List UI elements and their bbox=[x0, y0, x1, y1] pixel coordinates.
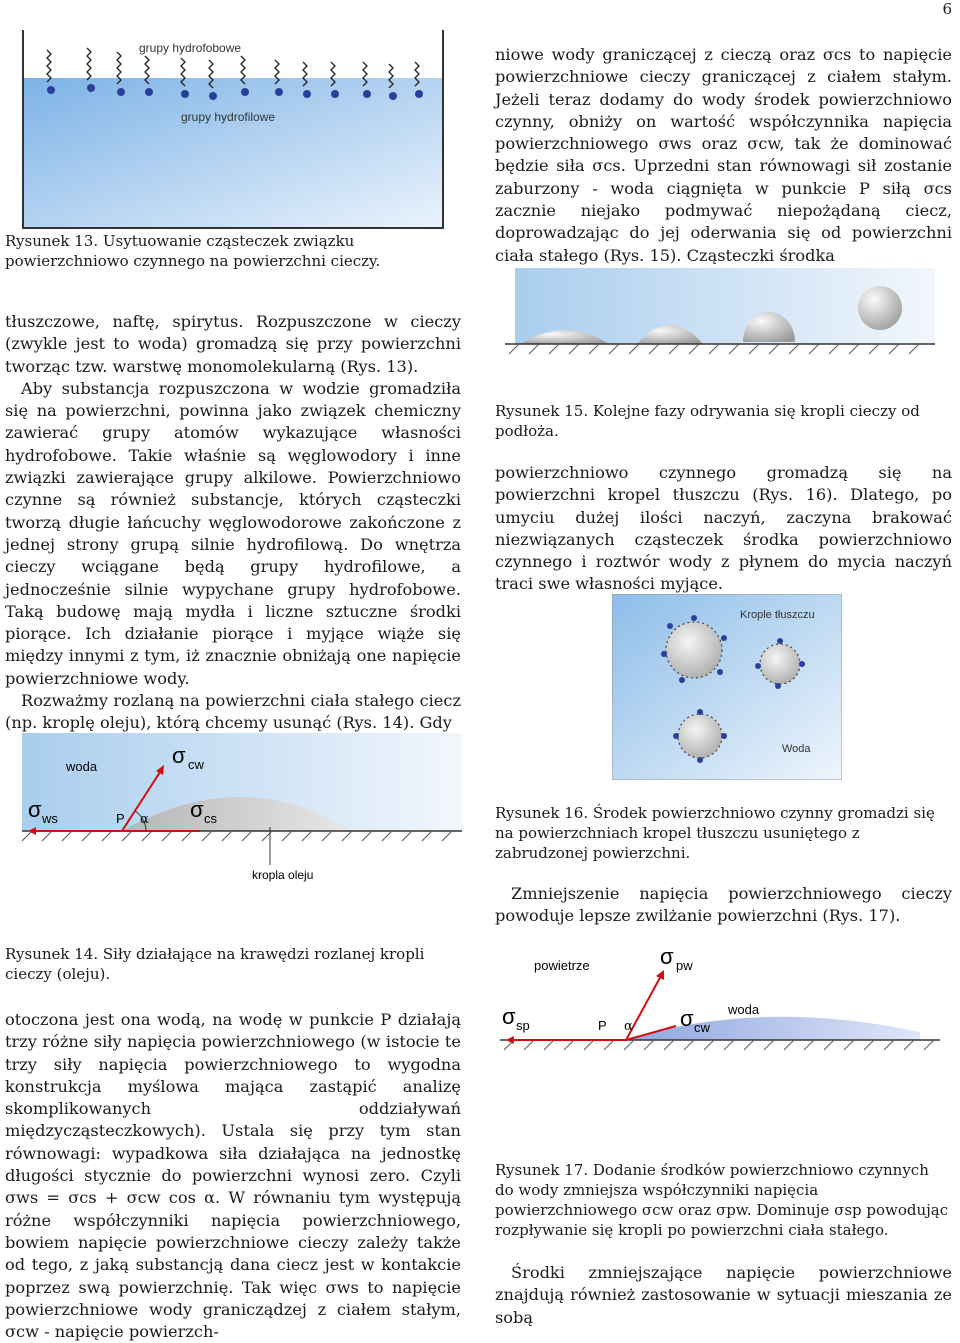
figure-13 bbox=[13, 30, 453, 230]
label-air: powietrze bbox=[534, 958, 590, 973]
figure-15-diagram bbox=[505, 268, 935, 388]
label-oil-drop: kropla oleju bbox=[252, 868, 314, 882]
grease-drop bbox=[678, 714, 722, 758]
figure-17 bbox=[500, 944, 940, 1064]
surface-hatching bbox=[22, 831, 452, 841]
sigma-sp-subscript: sp bbox=[516, 1018, 530, 1033]
left-column-top bbox=[5, 311, 461, 735]
label-alpha: α bbox=[624, 1019, 633, 1034]
figure-17-diagram bbox=[500, 944, 940, 1064]
figure-15-caption: Rysunek 15. Kolejne fazy odrywania się kropli cieczy od podłoża. bbox=[495, 402, 920, 440]
paragraph: Rozważmy rozlaną na powierzchni ciała stałego ciecz (np. kroplę oleju), którą chcemy usunąć (Rys. 14). Gdy bbox=[5, 691, 461, 733]
label-grease-drops: Krople tłuszczu bbox=[740, 609, 815, 621]
label-water: woda bbox=[728, 1002, 760, 1017]
label-point-p: P bbox=[598, 1018, 607, 1033]
sigma-cw-subscript: cw bbox=[694, 1020, 710, 1035]
figure-13-caption: Rysunek 13. Usytuowanie cząsteczek związku powierzchniowo czynnego na powierzchni cieczy. bbox=[5, 232, 381, 270]
right-column-bottom: Środki zmniejszające napięcie powierzchniowe znajdują również zastosowanie w sytuacji mieszania ze sobą bbox=[495, 1263, 952, 1327]
drop-phase-4 bbox=[858, 286, 902, 330]
figure-16-caption: Rysunek 16. Środek powierzchniowo czynny gromadzi się na powierzchniach kropel tłuszczu usuniętego z zabrudzonej powierzchni. bbox=[495, 804, 935, 862]
sigma-cw-subscript: cw bbox=[188, 757, 204, 772]
sigma-ws-symbol: σ bbox=[28, 797, 42, 822]
label-hydrophobic: grupy hydrofobowe bbox=[139, 41, 242, 55]
label-water: Woda bbox=[782, 743, 811, 755]
sigma-cw-symbol: σ bbox=[172, 743, 186, 768]
right-column-top bbox=[495, 44, 952, 267]
figure-14-diagram bbox=[22, 733, 462, 893]
right-column-middle bbox=[495, 462, 952, 596]
page-number: 6 bbox=[942, 0, 952, 18]
label-hydrophilic: grupy hydrofilowe bbox=[181, 110, 276, 124]
left-column-bottom bbox=[5, 1009, 461, 1343]
sigma-cs-symbol: σ bbox=[190, 797, 204, 822]
surface-hatching bbox=[509, 344, 919, 354]
label-water: woda bbox=[66, 759, 98, 774]
paragraph: tłuszczowe, naftę, spirytus. Rozpuszczone w cieczy (zwykle jest to woda) gromadzą się przy powierzchni tworząc tzw. warstwę monomolekularną (Rys. 13). bbox=[5, 312, 461, 376]
figure-16 bbox=[612, 594, 842, 780]
grease-drop bbox=[760, 644, 800, 684]
label-alpha: α bbox=[140, 812, 149, 827]
figure-17-caption: Rysunek 17. Dodanie środków powierzchniowo czynnych do wody zmniejsza współczynniki napięcia powierzchniowego σcw oraz σpw. Dominuje σsp powodując rozpływanie się kropli po powierzchni ciała stałego. bbox=[495, 1161, 949, 1239]
paragraph: powierzchniowo czynnego gromadzą się na powierzchni kropel tłuszczu (Rys. 16). Dlatego, po umyciu dużej ilości naczyń, zaczyna brakować niezwiązanych cząsteczek środka powierzchniowo czynnego i roztwór wody z płynem do mycia naczyń traci swe własności myjące. bbox=[495, 463, 952, 594]
sigma-pw-subscript: pw bbox=[676, 958, 693, 973]
grease-drop bbox=[666, 622, 722, 678]
figure-16-diagram bbox=[612, 594, 842, 780]
sigma-sp-symbol: σ bbox=[502, 1004, 516, 1029]
sigma-cw-symbol: σ bbox=[680, 1006, 694, 1031]
sigma-pw-symbol: σ bbox=[660, 944, 674, 969]
surface-hatching bbox=[504, 1040, 934, 1050]
figure-14 bbox=[22, 733, 462, 893]
right-column-paragraph: Zmniejszenie napięcia powierzchniowego cieczy powoduje lepsze zwilżanie powierzchni (Rys. 17). bbox=[495, 884, 952, 926]
figure-15 bbox=[505, 268, 935, 388]
arrowhead-sp bbox=[506, 1036, 514, 1044]
paragraph: otoczona jest ona wodą, na wodę w punkcie P działają trzy różne siły napięcia powierzchniowego (w istocie te trzy siły napięcia powierzchniowego to wygodna konstrukcja myślowa mająca zastąpić analizę skomplikowanych oddziaływań międzycząsteczkowych). Ustala się przy tym stan równowagi: wypadkowa siła działająca na jednostkę długości stycznie do powierzchni wynosi zero. Czyli σws = σcs + σcw cos α. W równaniu tym występują różne współczynniki napięcia powierzchniowego, bowiem napięcie powierzchniowe cieczy zależy także od tego, z jaką substancją dana ciecz jest w kontakcie poprzez swą powierzchnię. Tak więc σws to napięcie powierzchniowe wody granicządzej z ciałem stałym, σcw - napięcie powierzch- bbox=[5, 1010, 461, 1342]
figure-13-diagram bbox=[13, 30, 453, 230]
sigma-ws-subscript: ws bbox=[42, 811, 58, 826]
sigma-cs-subscript: cs bbox=[204, 811, 217, 826]
figure-14-caption: Rysunek 14. Siły działające na krawędzi rozlanej kropli cieczy (oleju). bbox=[5, 945, 425, 983]
paragraph: Aby substancja rozpuszczona w wodzie gromadziła się na powierzchni, powinna jako związek chemiczny zawierać grupy atomów wykazujące własności hydrofobowe. Takie właśnie są węglowodory i inne związki zawierające grupy alkilowe. Powierzchniowo czynne są również substancje, których cząsteczki tworzą długie łańcuchy węglowodorowe zakończone z jednej strony grupą silnie hydrofilową. Do wnętrza cieczy wciągane będą grupy hydrofilowe, a jednocześnie silnie wypychane grupy hydrofobowe. Taką budowę mają mydła i liczne sztuczne środki piorące. Ich działanie piorące i myjące wiąże się między innymi z tym, iż znacznie obniżają one napięcie powierzchniowe wody. bbox=[5, 378, 461, 688]
paragraph: niowe wody graniczącej z cieczą oraz σcs to napięcie powierzchniowe cieczy graniczącej z ciałem stałym. Jeżeli teraz dodamy do wody środek powierzchniowo czynny, obniży on wartość współczynnika napięcia powierzchniowego σws oraz σcw, tak że dominować będzie siła σcs. Uprzedni stan równowagi sił zostanie zaburzony - woda ciągnięta w punkcie P siłą σcs zacznie niejako podmywać niepożądaną ciecz, doprowadzając do jej oderwania się od powierzchni ciała stałego (Rys. 15). Cząsteczki środka bbox=[495, 45, 952, 265]
label-point-p: P bbox=[116, 811, 125, 826]
water-body bbox=[23, 78, 443, 228]
